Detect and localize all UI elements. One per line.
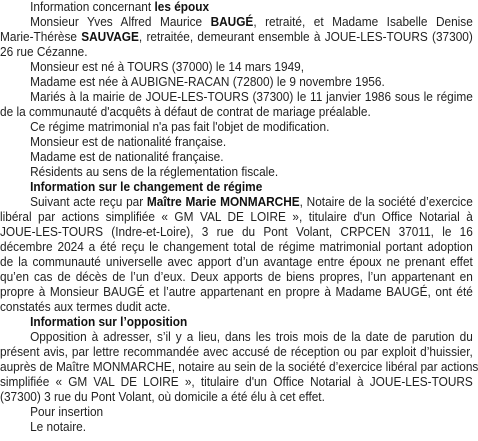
spouses-text: Marie-Thérèse <box>0 30 82 44</box>
spouses-text: , retraité, et Madame Isabelle Denise <box>253 15 473 29</box>
change-line-3: JOUE-LES-TOURS (Indre-et-Loire), 3 rue du Pont Volant, CRPCEN 37011, le 16 <box>0 225 473 239</box>
closing-line: Pour insertion <box>30 405 104 419</box>
change-line-4: décembre 2024 a été reçu le changement total de régime matrimonial portant adoption <box>0 240 473 254</box>
spouses-text: , retraitée, demeurant ensemble à JOUE-LES-TOURS (37300) <box>138 30 473 44</box>
opposition-line-5: (37300) 3 rue du Pont Volant, où domicile a été élu à cet effet. <box>0 390 325 404</box>
marriage-line-2: de la communauté d'acquêts à défaut de contrat de mariage préalable. <box>0 105 371 119</box>
spouses-text: Monsieur Yves Alfred Maurice <box>30 15 211 29</box>
change-line-6: qu’en cas de décès de l’un d’eux. Deux apports de biens propres, l’un appartenant en <box>0 270 473 284</box>
opposition-line-1: Opposition à adresser, s’il y a lieu, dans les trois mois de la date de parution du <box>30 330 473 344</box>
heading-regime-change <box>30 180 473 195</box>
change-line-1 <box>30 195 473 210</box>
heading-regime-change-text: Information sur le changement de régime <box>30 180 263 194</box>
change-text: , Notaire de la société d’exercice <box>299 195 473 209</box>
tax-residence: Résidents au sens de la réglementation fiscale. <box>30 165 279 179</box>
spouses-line-1 <box>30 15 473 30</box>
heading-opposition-text: Information sur l’opposition <box>30 315 188 329</box>
change-text: Suivant acte reçu par <box>30 195 147 209</box>
address-line: 26 rue Cézanne. <box>0 45 88 59</box>
notary-name: Maître Marie MONMARCHE <box>146 195 300 209</box>
change-line-5: de la communauté universelle avec apport d’un avantage entre époux ne prenant effet <box>0 255 473 269</box>
heading-opposition <box>30 315 473 330</box>
opposition-line-4: simplifiée « GM VAL DE LOIRE », titulaire d'un Office Notarial à JOUE-LES-TOURS <box>0 375 473 389</box>
intro-text: Information concernant <box>30 0 155 14</box>
husband-surname: BAUGÉ <box>210 15 254 29</box>
wife-surname: SAUVAGE <box>81 30 139 44</box>
marriage-line-1: Mariés à la mairie de JOUE-LES-TOURS (37300) le 11 janvier 1986 sous le régime <box>30 90 473 104</box>
nationality-husband: Monsieur est de nationalité française. <box>30 135 227 149</box>
change-line-8: constatés aux termes dudit acte. <box>0 300 171 314</box>
birth-husband: Monsieur est né à TOURS (37000) le 14 mars 1949, <box>30 60 305 74</box>
intro-line <box>30 0 473 15</box>
change-line-7: propre à Monsieur BAUGÉ et l’autre appartenant en propre à Madame BAUGÉ, ont été <box>0 285 473 299</box>
signature-line: Le notaire. <box>30 420 87 434</box>
nationality-wife: Madame est de nationalité française. <box>30 150 224 164</box>
opposition-line-2: présent avis, par lettre recommandée avec accusé de réception ou par exploit d’huissier, <box>0 345 473 359</box>
birth-wife: Madame est née à AUBIGNE-RACAN (72800) le 9 novembre 1956. <box>30 75 385 89</box>
intro-subject: les époux <box>154 0 210 14</box>
spouses-line-2 <box>0 30 473 45</box>
change-line-2: libéral par actions simplifiée « GM VAL DE LOIRE », titulaire d'un Office Notarial à <box>0 210 473 224</box>
no-change-statement: Ce régime matrimonial n'a pas fait l'objet de modification. <box>30 120 330 134</box>
opposition-line-3: auprès de Maître MONMARCHE, notaire au sein de la société d’exercice libéral par actions <box>0 360 478 374</box>
